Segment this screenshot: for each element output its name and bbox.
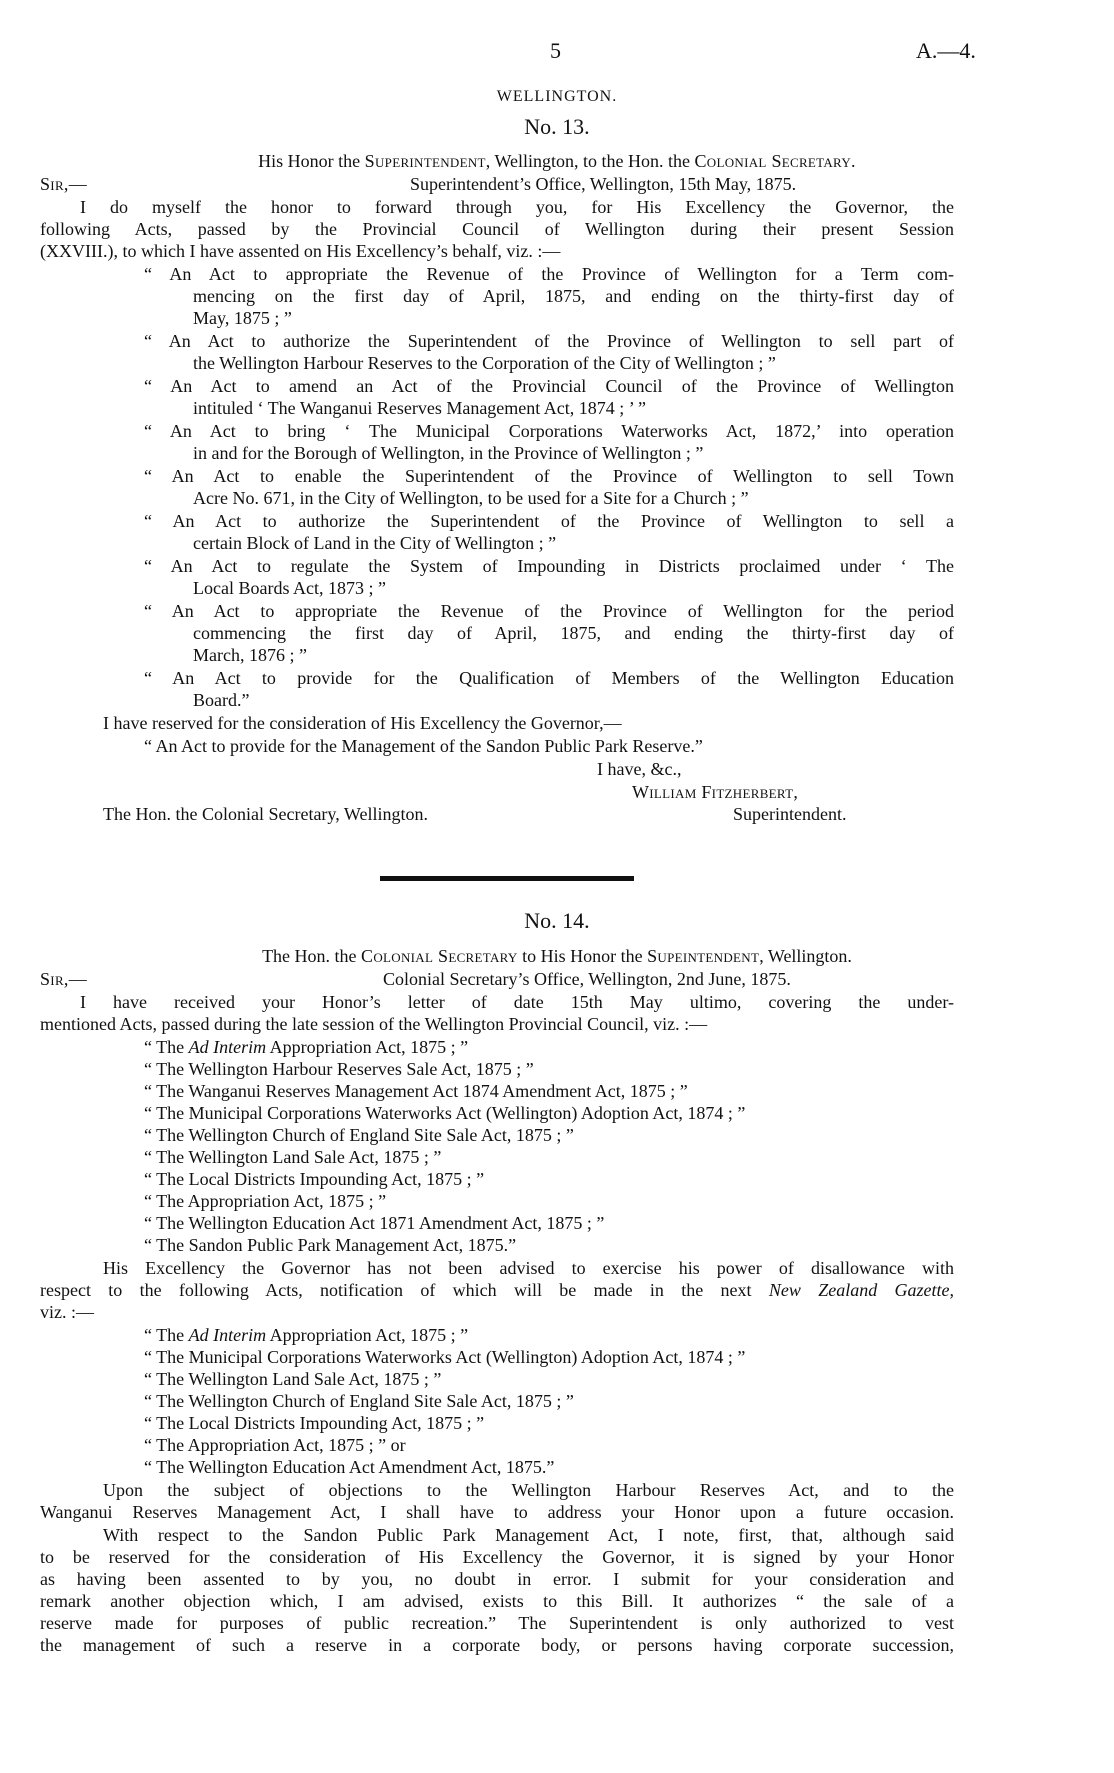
body-line: I do myself the honor to forward through you, for His Excellency the Governor, the bbox=[80, 197, 954, 217]
section-divider bbox=[380, 876, 634, 881]
body-line: Wanganui Reserves Management Act, I shall have to address your Honor upon a future occasion. bbox=[40, 1502, 954, 1522]
list-item: “ The Wellington Land Sale Act, 1875 ; ” bbox=[144, 1369, 442, 1389]
act-item-continued: certain Block of Land in the City of Wellington ; ” bbox=[193, 533, 557, 553]
salutation: Sir,— bbox=[40, 969, 88, 989]
act-item-continued: Local Boards Act, 1873 ; ” bbox=[193, 578, 386, 598]
page-number: 5 bbox=[550, 38, 561, 63]
act-item: “ An Act to authorize the Superintendent of the Province of Wellington to sell part of bbox=[144, 331, 954, 351]
act-item: “ An Act to provide for the Qualification of Members of the Wellington Education bbox=[144, 668, 954, 688]
list-item: “ The Wellington Land Sale Act, 1875 ; ” bbox=[144, 1147, 442, 1167]
gazette-name: New Zealand Gazette, bbox=[768, 1280, 955, 1300]
body-line: remark another objection which, I am advised, exists to this Bill. It authorizes “ the sale of a bbox=[40, 1591, 954, 1611]
letter-number-14: No. 14. bbox=[524, 908, 590, 933]
from-prefix: His Honor the bbox=[258, 151, 361, 171]
act-item: “ An Act to authorize the Superintendent of the Province of Wellington to sell a bbox=[144, 511, 954, 531]
to-role: Colonial Secretary. bbox=[694, 151, 856, 171]
list-item-suffix: Appropriation Act, 1875 ; ” bbox=[269, 1325, 469, 1345]
list-item: “ The Municipal Corporations Waterworks Act (Wellington) Adoption Act, 1874 ; ” bbox=[144, 1347, 746, 1367]
list-item-italic: Ad Interim bbox=[188, 1037, 267, 1057]
document-reference: A.—4. bbox=[916, 38, 976, 63]
section-place-heading: WELLINGTON. bbox=[496, 88, 618, 105]
act-item: “ An Act to appropriate the Revenue of the Province of Wellington for the period bbox=[144, 601, 954, 621]
act-item: “ An Act to appropriate the Revenue of the Province of Wellington for a Term com- bbox=[144, 264, 954, 284]
list-item-prefix: “ The bbox=[144, 1325, 185, 1345]
body-line: to be reserved for the consideration of His Excellency the Governor, it is signed by your Honor bbox=[40, 1547, 954, 1567]
act-item-continued: intituled ‘ The Wanganui Reserves Management Act, 1874 ; ’ ” bbox=[193, 398, 646, 418]
signature: William Fitzherbert, bbox=[632, 782, 799, 802]
signer-title: Superintendent. bbox=[733, 804, 847, 824]
list-item: “ The Wellington Harbour Reserves Sale Act, 1875 ; ” bbox=[144, 1059, 534, 1079]
closing: I have, &c., bbox=[597, 759, 682, 779]
list-item: “ The Wellington Education Act 1871 Amendment Act, 1875 ; ” bbox=[144, 1213, 605, 1233]
list-item-italic: Ad Interim bbox=[188, 1325, 267, 1345]
list-item: “ The Appropriation Act, 1875 ; ” or bbox=[144, 1435, 406, 1455]
reserved-act: “ An Act to provide for the Management of the Sandon Public Park Reserve.” bbox=[144, 736, 703, 756]
office-date: Superintendent’s Office, Wellington, 15th May, 1875. bbox=[410, 174, 797, 194]
letter-number-13: No. 13. bbox=[524, 114, 590, 139]
body-line: With respect to the Sandon Public Park Management Act, I note, first, that, although said bbox=[103, 1525, 954, 1545]
body-line: mentioned Acts, passed during the late session of the Wellington Provincial Council, viz. :— bbox=[40, 1014, 708, 1034]
act-item: “ An Act to enable the Superintendent of the Province of Wellington to sell Town bbox=[144, 466, 954, 486]
act-item-continued: May, 1875 ; ” bbox=[193, 308, 292, 328]
letter-13-heading bbox=[0, 150, 1114, 172]
list-item bbox=[144, 1324, 468, 1346]
from-role: Colonial Secretary bbox=[361, 946, 518, 966]
from-role: Superintendent bbox=[364, 151, 486, 171]
body-line: the management of such a reserve in a corporate body, or persons having corporate succession, bbox=[40, 1635, 954, 1655]
list-item bbox=[144, 1036, 468, 1058]
list-item: “ The Appropriation Act, 1875 ; ” bbox=[144, 1191, 387, 1211]
list-item: “ The Municipal Corporations Waterworks Act (Wellington) Adoption Act, 1874 ; ” bbox=[144, 1103, 746, 1123]
act-item-continued: March, 1876 ; ” bbox=[193, 645, 307, 665]
reserved-intro: I have reserved for the consideration of His Excellency the Governor,— bbox=[103, 713, 622, 733]
act-item-continued: in and for the Borough of Wellington, in the Province of Wellington ; ” bbox=[193, 443, 704, 463]
office-date: Colonial Secretary’s Office, Wellington, 2nd June, 1875. bbox=[383, 969, 791, 989]
from-prefix: The Hon. the bbox=[262, 946, 357, 966]
act-item: “ An Act to bring ‘ The Municipal Corporations Waterworks Act, 1872,’ into operation bbox=[144, 421, 954, 441]
body-line: I have received your Honor’s letter of date 15th May ultimo, covering the under- bbox=[80, 992, 954, 1012]
list-item-prefix: “ The bbox=[144, 1037, 185, 1057]
list-item: “ The Local Districts Impounding Act, 1875 ; ” bbox=[144, 1413, 485, 1433]
list-item: “ The Sandon Public Park Management Act, 1875.” bbox=[144, 1235, 517, 1255]
act-item-continued: commencing the first day of April, 1875, and ending the thirty-first day of bbox=[193, 623, 954, 643]
from-mid: , Wellington, to the Hon. the bbox=[485, 151, 690, 171]
body-line: following Acts, passed by the Provincial Council of Wellington during their present Session bbox=[40, 219, 954, 239]
list-item-suffix: Appropriation Act, 1875 ; ” bbox=[269, 1037, 469, 1057]
letter-14-heading bbox=[0, 945, 1114, 967]
act-item-continued: Board.” bbox=[193, 690, 250, 710]
to-role: Supeintendent bbox=[647, 946, 760, 966]
body-line: reserve made for purposes of public recreation.” The Superintendent is only authorized to vest bbox=[40, 1613, 954, 1633]
salutation: Sir,— bbox=[40, 174, 88, 194]
body-line: as having been assented to by you, no doubt in error. I submit for your consideration and bbox=[40, 1569, 954, 1589]
act-item: “ An Act to regulate the System of Impounding in Districts proclaimed under ‘ The bbox=[144, 556, 954, 576]
act-item-continued: Acre No. 671, in the City of Wellington, to be used for a Site for a Church ; ” bbox=[193, 488, 749, 508]
body-line: (XXVIII.), to which I have assented on His Excellency’s behalf, viz. :— bbox=[40, 241, 561, 261]
act-item: “ An Act to amend an Act of the Provincial Council of the Province of Wellington bbox=[144, 376, 954, 396]
list-item: “ The Wellington Church of England Site Sale Act, 1875 ; ” bbox=[144, 1125, 574, 1145]
act-item-continued: the Wellington Harbour Reserves to the Corporation of the City of Wellington ; ” bbox=[193, 353, 776, 373]
body-line bbox=[40, 1279, 954, 1301]
act-item-continued: mencing on the first day of April, 1875, and ending on the thirty-first day of bbox=[193, 286, 954, 306]
body-text: respect to the following Acts, notification of which will be made in the next bbox=[40, 1280, 752, 1300]
list-item: “ The Wanganui Reserves Management Act 1874 Amendment Act, 1875 ; ” bbox=[144, 1081, 688, 1101]
body-line: Upon the subject of objections to the Wellington Harbour Reserves Act, and to the bbox=[103, 1480, 954, 1500]
body-line: viz. :— bbox=[40, 1302, 94, 1322]
body-line: His Excellency the Governor has not been advised to exercise his power of disallowance with bbox=[103, 1258, 954, 1278]
addressee: The Hon. the Colonial Secretary, Wellington. bbox=[103, 804, 428, 824]
from-mid: to His Honor the bbox=[522, 946, 643, 966]
list-item: “ The Local Districts Impounding Act, 1875 ; ” bbox=[144, 1169, 485, 1189]
to-suffix: , Wellington. bbox=[759, 946, 852, 966]
list-item: “ The Wellington Education Act Amendment Act, 1875.” bbox=[144, 1457, 555, 1477]
list-item: “ The Wellington Church of England Site Sale Act, 1875 ; ” bbox=[144, 1391, 574, 1411]
